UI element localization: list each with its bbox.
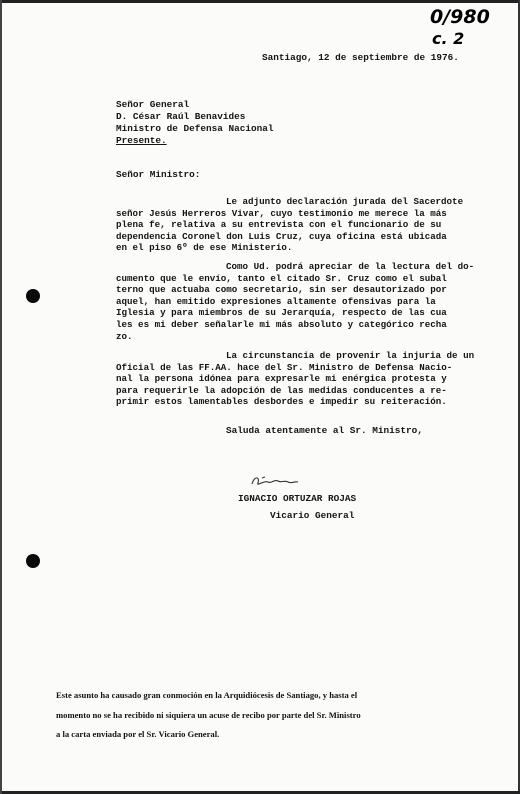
recipient-line: Presente.: [116, 135, 167, 146]
handwritten-reference-number: 0/980: [430, 6, 490, 28]
footnote-line: momento no se ha recibido ni siquiera un acuse de recibo por parte del Sr. Ministro: [56, 709, 361, 720]
paragraph-line: señor Jesús Herreros Vivar, cuyo testimonio me merece la más: [116, 207, 447, 219]
letter-date: Santiago, 12 de septiembre de 1976.: [262, 52, 459, 63]
scan-edge-left: [0, 0, 2, 794]
paragraph-line: nal la persona idónea para expresarle mi enérgica protesta y: [116, 373, 447, 385]
footnote-line: a la carta enviada por el Sr. Vicario General.: [56, 729, 220, 739]
paragraph-line: primir estos lamentables desbordes e impedir su reiteración.: [116, 396, 447, 408]
handwritten-signature: [238, 472, 338, 490]
paragraph-line: Iglesia y para miembros de su Jerarquía, respecto de las cua: [116, 307, 447, 319]
recipient-line: D. César Raúl Benavides: [116, 111, 246, 122]
paragraph-line: terno que actuaba como secretario, sin ser desautorizado por: [116, 284, 447, 296]
paragraph-line: cumento que le envío, tanto el citado Sr. Cruz como el subal: [116, 272, 447, 284]
paragraph-line: zo.: [116, 330, 133, 342]
footnote: [56, 686, 361, 745]
paragraph-line: Oficial de las FF.AA. hace del Sr. Ministro de Defensa Nacio-: [116, 361, 453, 373]
paragraph-line: dependencia Coronel don Luis Cruz, cuya oficina está ubicada: [116, 230, 447, 242]
paragraph-line: plena fe, relativa a su entrevista con el funcionario de su: [116, 219, 442, 231]
paragraph-line: La circunstancia de provenir la injuria de un: [226, 350, 475, 361]
paragraph-1: [116, 196, 516, 254]
handwritten-reference-code: c. 2: [432, 29, 465, 48]
footnote-line: Este asunto ha causado gran conmoción en la Arquidiócesis de Santiago, y hasta el: [56, 690, 358, 700]
recipient-block: [116, 99, 274, 147]
closing-line: Saluda atentamente al Sr. Ministro,: [226, 425, 423, 436]
punch-hole: [26, 289, 40, 303]
paragraph-line: Como Ud. podrá apreciar de la lectura del do-: [226, 261, 475, 272]
paragraph-line: en el piso 6º de ese Ministerio.: [116, 242, 293, 254]
recipient-line: Ministro de Defensa Nacional: [116, 123, 274, 134]
paragraph-line: aquel, han emitido expresiones altamente ofensivas para la: [116, 295, 436, 307]
paragraph-2: [116, 261, 516, 342]
recipient-line: Señor General: [116, 99, 190, 110]
paragraph-line: les es mi deber señalarle mi más absoluto y categórico recha: [116, 318, 447, 330]
signatory-name: IGNACIO ORTUZAR ROJAS: [238, 493, 357, 504]
salutation: Señor Ministro:: [116, 169, 201, 180]
paragraph-3: [116, 350, 516, 408]
punch-hole: [26, 554, 40, 568]
paragraph-line: para requerirle la adopción de las medidas conducentes a re-: [116, 384, 447, 396]
signatory-title: Vicario General: [270, 510, 355, 521]
paragraph-line: Le adjunto declaración jurada del Sacerdote: [226, 196, 464, 207]
scan-edge-top: [0, 0, 520, 3]
